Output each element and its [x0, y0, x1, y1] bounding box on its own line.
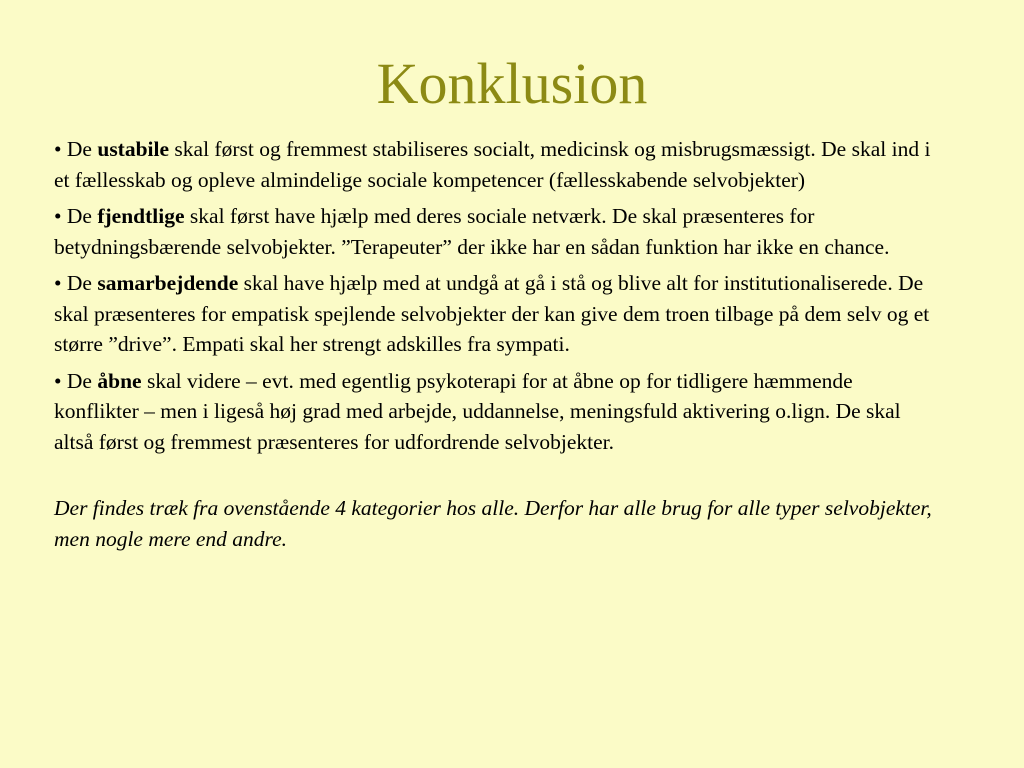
bullet-samarbejdende [54, 268, 934, 360]
bullet-emphasis: ustabile [97, 137, 170, 161]
bullet-text: skal have hjælp med at undgå at gå i stå og blive alt for institutionaliserede. De skal præsenteres for empatisk spejlende selvobjekter der kan give dem troen tilbage på dem selv og et større ”drive”. Empati skal her strengt adskilles fra sympati. [54, 271, 930, 356]
bullet-marker: • [54, 137, 67, 161]
bullet-aabne [54, 366, 934, 458]
bullet-text: skal først have hjælp med deres sociale netværk. De skal præsenteres for betydningsbærende selvobjekter. ”Terapeuter” der ikke har en sådan funktion har ikke en chance. [54, 204, 890, 259]
slide-body [54, 134, 934, 576]
bullet-prefix: De [66, 204, 98, 228]
bullet-emphasis: åbne [97, 368, 142, 393]
bullet-prefix: De [66, 368, 98, 393]
bullet-text: skal videre – evt. med egentlig psykoterapi for at åbne op for tidligere hæmmende konflikter – men i ligeså høj grad med arbejde, uddannelse, meningsfuld aktivering o.lign. De skal altså først og fremmest præsenteres for udfordrende selvobjekter. [54, 368, 901, 454]
bullet-fjendtlige [54, 201, 934, 262]
slide-title: Konklusion [376, 51, 648, 116]
bullet-ustabile [54, 134, 934, 195]
bullet-marker: • [54, 204, 67, 228]
bullet-text: skal først og fremmest stabiliseres socialt, medicinsk og misbrugsmæssigt. De skal ind i et fællesskab og opleve almindelige sociale kompetencer (fællesskabende selvobjekter) [54, 137, 931, 192]
bullet-emphasis: fjendtlige [97, 204, 185, 228]
closing-note: Der findes træk fra ovenstående 4 kategorier hos alle. Derfor har alle brug for alle typer selvobjekter, men nogle mere end andre. [54, 496, 932, 551]
bullet-prefix: De [66, 271, 98, 295]
bullet-marker: • [54, 368, 67, 393]
bullet-emphasis: samarbejdende [97, 271, 239, 295]
bullet-marker: • [54, 271, 67, 295]
bullet-prefix: De [66, 137, 98, 161]
